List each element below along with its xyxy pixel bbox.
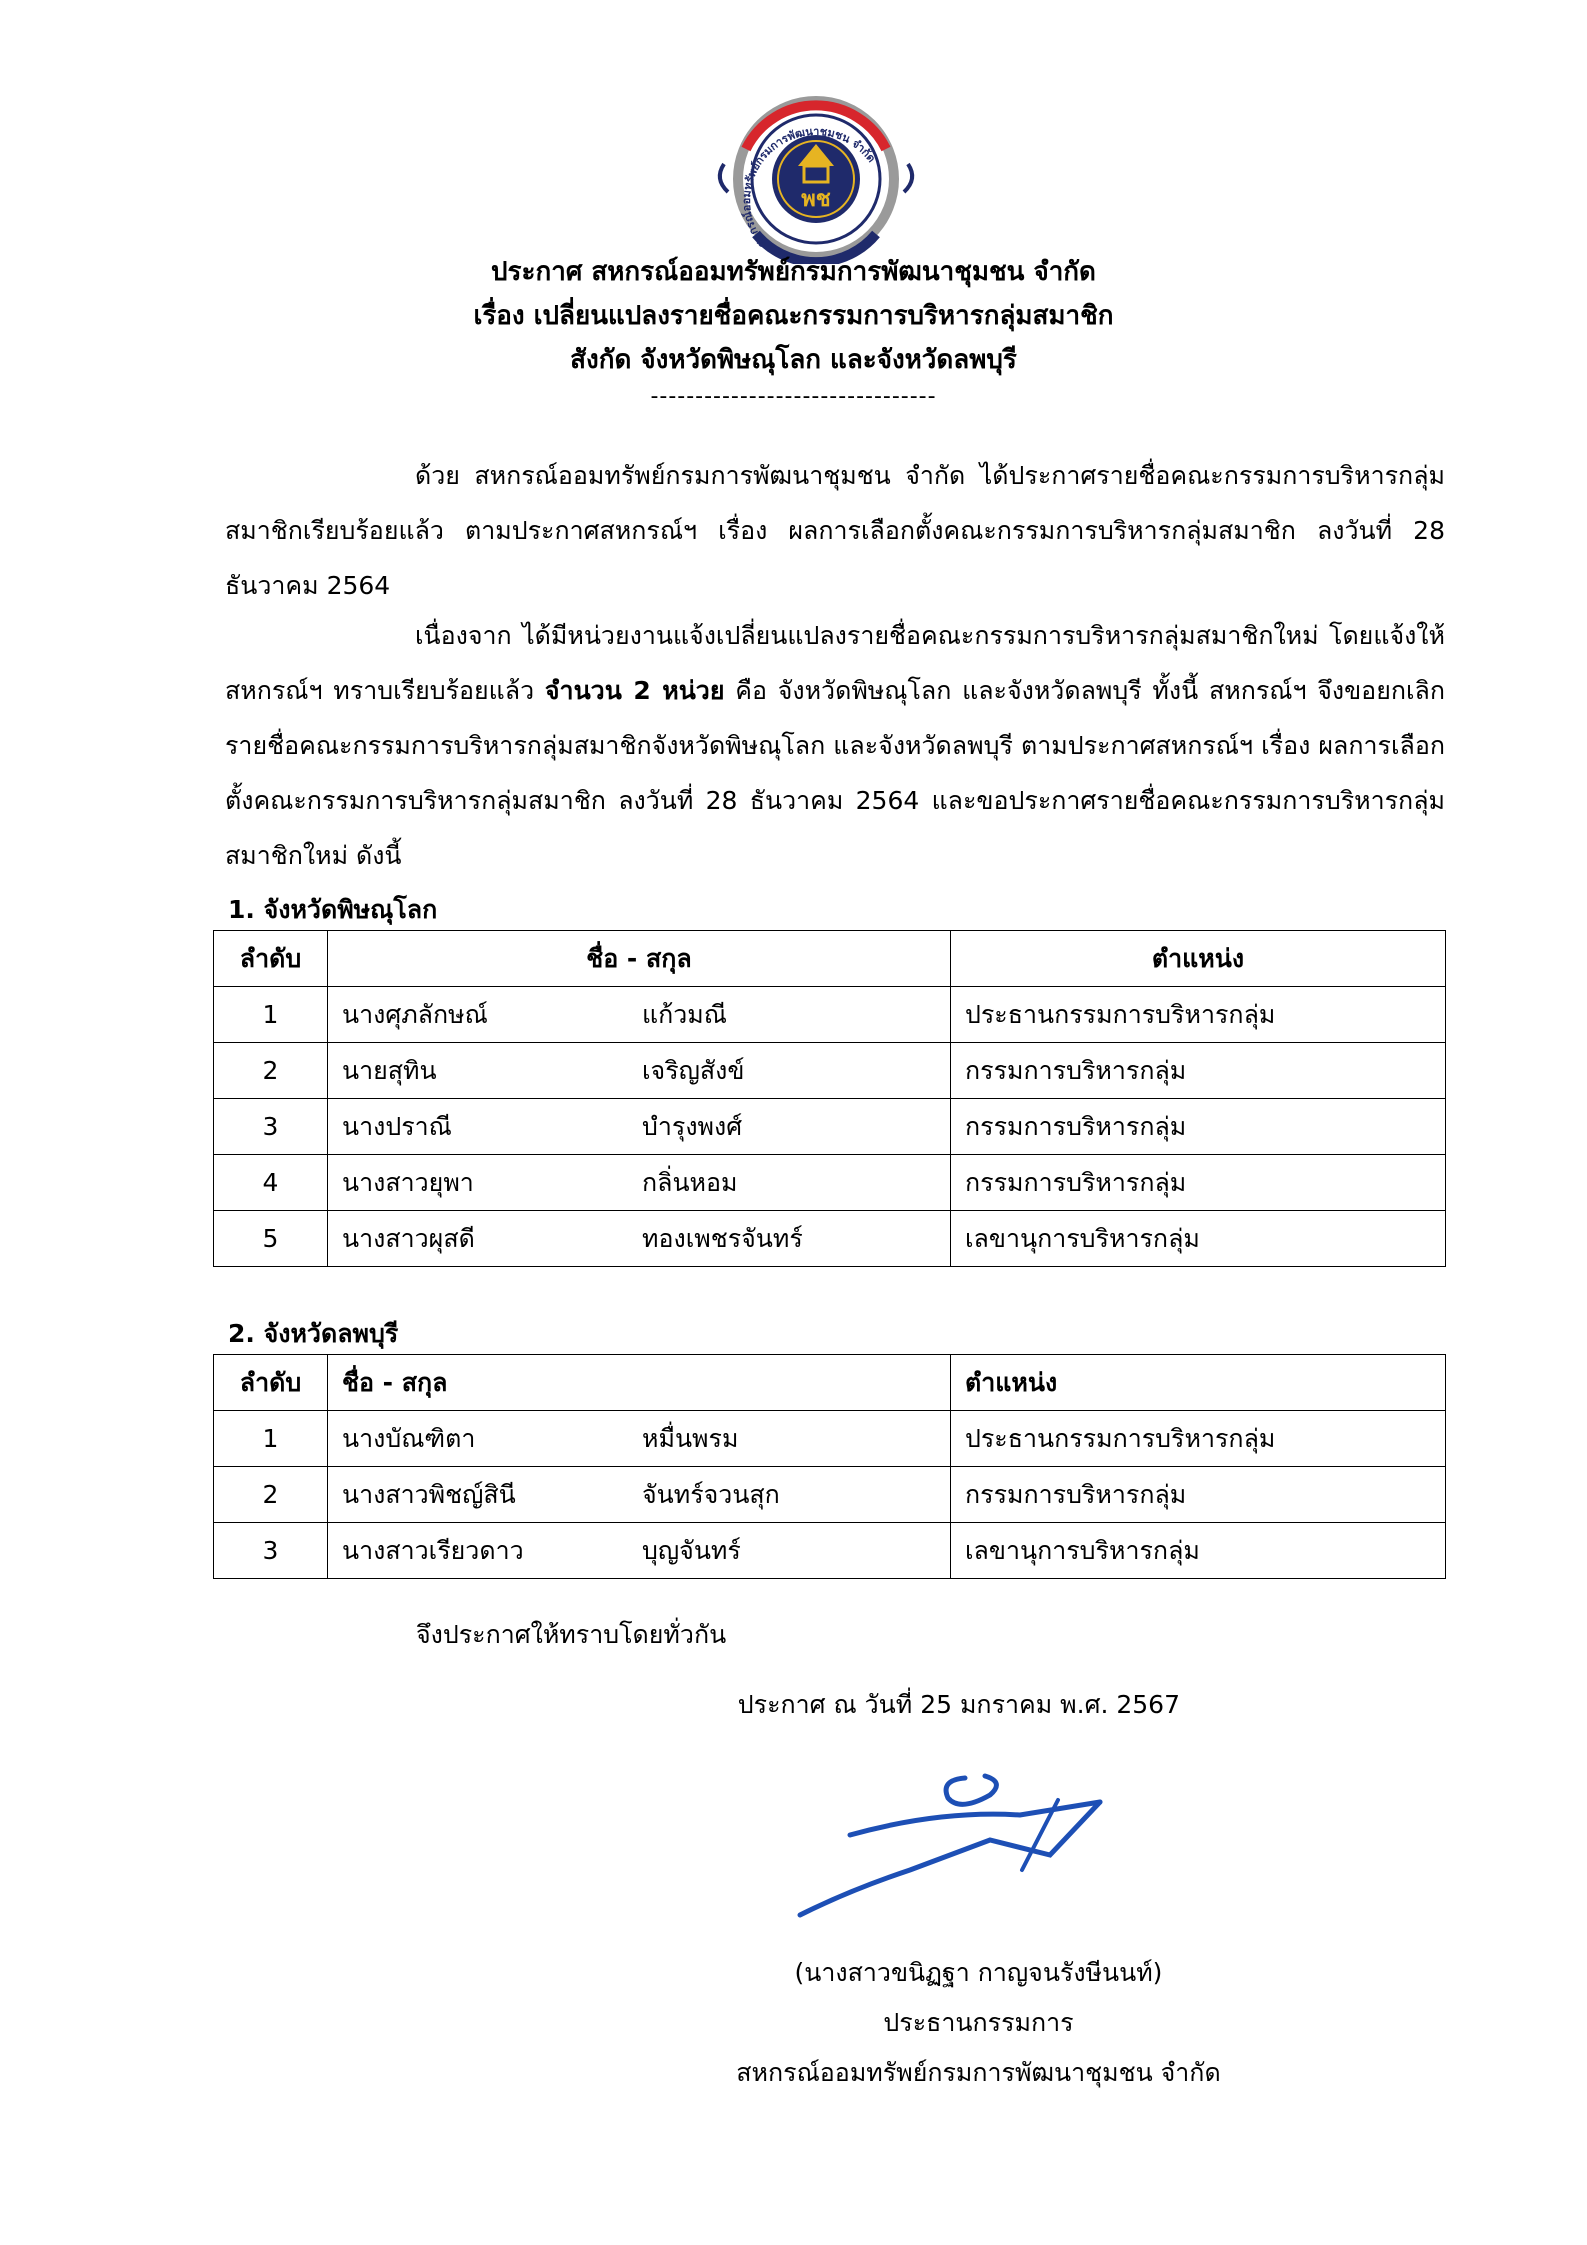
row-position: ประธานกรรมการบริหารกลุ่ม xyxy=(951,1411,1446,1467)
table-row xyxy=(214,1155,1446,1211)
row-position: กรรมการบริหารกลุ่ม xyxy=(951,1467,1446,1523)
header-order: ลำดับ xyxy=(214,1355,328,1411)
row-name xyxy=(328,1043,951,1099)
table-row xyxy=(214,1467,1446,1523)
last-name: เจริญสังข์ xyxy=(642,1055,745,1085)
last-name: บำรุงพงศ์ xyxy=(642,1111,743,1141)
paragraph-2-text-b: คือ จังหวัดพิษณุโลก และจังหวัดลพบุรี ทั้งนี้ สหกรณ์ฯ จึงขอยกเลิกรายชื่อคณะกรรมการบริหารกลุ่มสมาชิกจังหวัดพิษณุโลก และจังหวัดลพบุรี ตามประกาศสหกรณ์ฯ เรื่อง ผลการเลือกตั้งคณะกรรมการบริหารกลุ่มสมาชิก ลงวันที่ 28 ธันวาคม 2564 และขอประกาศรายชื่อคณะกรรมการบริหารกลุ่มสมาชิกใหม่ ดังนี้ xyxy=(225,676,1445,870)
row-position: กรรมการบริหารกลุ่ม xyxy=(951,1043,1446,1099)
row-number: 3 xyxy=(214,1523,328,1579)
row-name xyxy=(328,987,951,1043)
paragraph-2-text-a: เนื่องจาก ได้มีหน่วยงานแจ้งเปลี่ยนแปลงรายชื่อคณะกรรมการบริหารกลุ่มสมาชิกใหม่ โดยแจ้งให้สหกรณ์ฯ ทราบเรียบร้อยแล้ว xyxy=(225,621,1445,705)
paragraph-2-bold: จำนวน 2 หน่วย xyxy=(544,676,725,705)
row-number: 2 xyxy=(214,1467,328,1523)
signer-title: ประธานกรรมการ xyxy=(883,2008,1074,2037)
row-name xyxy=(328,1099,951,1155)
first-name: นางปราณี xyxy=(342,1111,452,1141)
row-position: กรรมการบริหารกลุ่ม xyxy=(951,1155,1446,1211)
paragraph-2 xyxy=(225,608,1445,883)
last-name: บุญจันทร์ xyxy=(642,1535,741,1565)
table-row xyxy=(214,987,1446,1043)
announcement-header xyxy=(0,250,1587,412)
row-name xyxy=(328,1211,951,1267)
table-row xyxy=(214,1099,1446,1155)
table-row xyxy=(214,1211,1446,1267)
table-row xyxy=(214,1523,1446,1579)
last-name: กลิ่นหอม xyxy=(642,1167,738,1197)
last-name: จันทร์จวนสุก xyxy=(642,1479,780,1509)
header-position: ตำแหน่ง xyxy=(951,1355,1446,1411)
row-name xyxy=(328,1155,951,1211)
row-number: 1 xyxy=(214,987,328,1043)
header-position: ตำแหน่ง xyxy=(951,931,1446,987)
row-number: 4 xyxy=(214,1155,328,1211)
header-name: ชื่อ - สกุล xyxy=(328,931,951,987)
row-name xyxy=(328,1411,951,1467)
section-2-title: 2. จังหวัดลพบุรี xyxy=(228,1319,399,1348)
row-number: 1 xyxy=(214,1411,328,1467)
row-position: เลขานุการบริหารกลุ่ม xyxy=(951,1523,1446,1579)
section-1-title: 1. จังหวัดพิษณุโลก xyxy=(228,895,438,924)
first-name: นางศุภลักษณ์ xyxy=(342,999,488,1029)
section-1-table xyxy=(213,930,1446,1267)
header-line-3: สังกัด จังหวัดพิษณุโลก และจังหวัดลพบุรี xyxy=(570,345,1017,375)
first-name: นายสุทิน xyxy=(342,1055,437,1085)
row-number: 3 xyxy=(214,1099,328,1155)
section-2-table xyxy=(213,1354,1446,1579)
paragraph-1-text: ด้วย สหกรณ์ออมทรัพย์กรมการพัฒนาชุมชน จำกัด ได้ประกาศรายชื่อคณะกรรมการบริหารกลุ่มสมาชิกเรียบร้อยแล้ว ตามประกาศสหกรณ์ฯ เรื่อง ผลการเลือกตั้งคณะกรรมการบริหารกลุ่มสมาชิก ลงวันที่ 28 ธันวาคม 2564 xyxy=(225,461,1445,600)
announcement-date: ประกาศ ณ วันที่ 25 มกราคม พ.ศ. 2567 xyxy=(737,1690,1180,1719)
signature-image xyxy=(790,1740,1130,1940)
signer-name: (นางสาวขนิฏฐา กาญจนรังษีนนท์) xyxy=(794,1958,1163,1987)
logo-center-text: พช xyxy=(801,187,831,212)
table-row xyxy=(214,1043,1446,1099)
first-name: นางสาวผุสดี xyxy=(342,1223,475,1253)
last-name: หมื่นพรม xyxy=(642,1423,739,1453)
logo-ring-text: สหกรณ์ออมทรัพย์กรมการพัฒนาชุมชน จำกัด xyxy=(739,124,879,251)
closing-line: จึงประกาศให้ทราบโดยทั่วกัน xyxy=(416,1620,727,1649)
row-name xyxy=(328,1467,951,1523)
table-header-row xyxy=(214,1355,1446,1411)
first-name: นางบัณฑิตา xyxy=(342,1423,476,1453)
last-name: แก้วมณี xyxy=(642,999,727,1029)
first-name: นางสาวเรียวดาว xyxy=(342,1535,524,1565)
row-number: 2 xyxy=(214,1043,328,1099)
header-order: ลำดับ xyxy=(214,931,328,987)
row-number: 5 xyxy=(214,1211,328,1267)
header-line-1: ประกาศ สหกรณ์ออมทรัพย์กรมการพัฒนาชุมชน จำกัด xyxy=(491,257,1096,287)
cooperative-logo xyxy=(706,94,926,264)
row-position: ประธานกรรมการบริหารกลุ่ม xyxy=(951,987,1446,1043)
row-position: เลขานุการบริหารกลุ่ม xyxy=(951,1211,1446,1267)
table-row xyxy=(214,1411,1446,1467)
first-name: นางสาวยุพา xyxy=(342,1167,474,1197)
header-line-2: เรื่อง เปลี่ยนแปลงรายชื่อคณะกรรมการบริหารกลุ่มสมาชิก xyxy=(473,301,1114,331)
first-name: นางสาวพิชญ์สินี xyxy=(342,1479,516,1509)
signer-organization: สหกรณ์ออมทรัพย์กรมการพัฒนาชุมชน จำกัด xyxy=(736,2058,1221,2087)
paragraph-1 xyxy=(225,448,1445,613)
table-header-row xyxy=(214,931,1446,987)
last-name: ทองเพชรจันทร์ xyxy=(642,1223,803,1253)
header-rule: -------------------------------- xyxy=(650,384,937,409)
signature-block xyxy=(0,1948,1587,2098)
header-name: ชื่อ - สกุล xyxy=(328,1355,951,1411)
row-position: กรรมการบริหารกลุ่ม xyxy=(951,1099,1446,1155)
row-name xyxy=(328,1523,951,1579)
